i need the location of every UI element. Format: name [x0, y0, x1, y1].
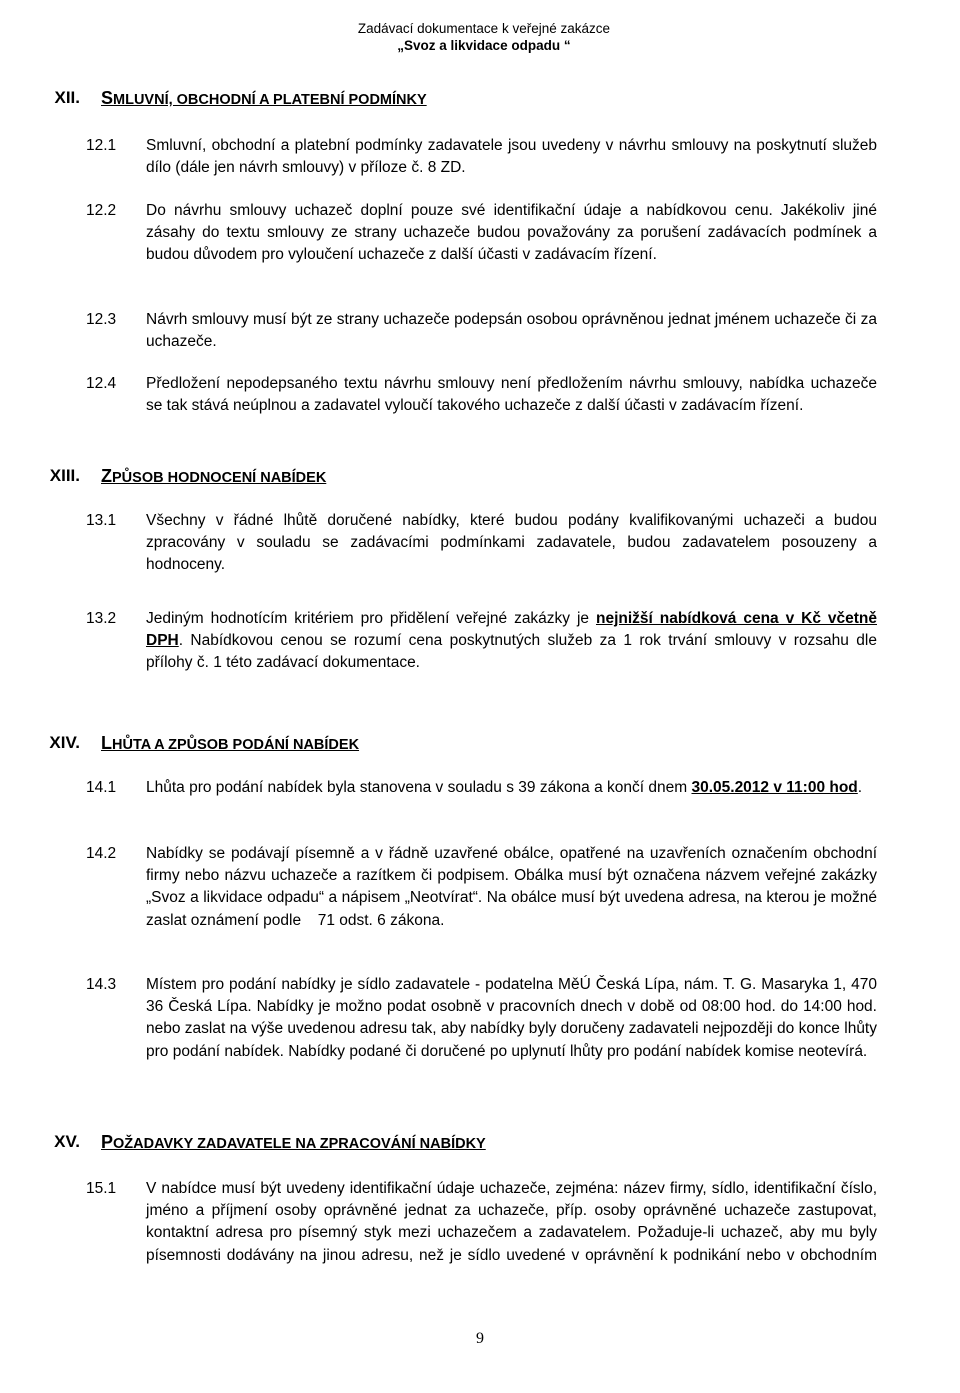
paragraph-text: Lhůta pro podání nabídek byla stanovena v souladu s 39 zákona a končí dnem 30.05.2012 v 11:00 hod. — [146, 779, 863, 796]
paragraph-number: 14.1 — [86, 779, 117, 796]
section-title: SMLUVNÍ, OBCHODNÍ A PLATEBNÍ PODMÍNKY — [101, 88, 427, 108]
deadline: 30.05.2012 v 11:00 hod — [691, 779, 858, 796]
paragraph-text: Všechny v řádné lhůtě doručené nabídky, které budou podány kvalifikovanými uchazeči a budou zpracovány v souladu se zadávacími podmínkami zadavatele, budou zadavatelem posouzeny a hodnoceny. — [146, 512, 877, 574]
paragraph-text: Předložení nepodepsaného textu návrhu smlouvy není předložením návrhu smlouvy, nabídka uchazeče se tak stává neúplnou a zadavatel vyloučí takového uchazeče z další účasti v zadávacím řízení. — [146, 375, 877, 415]
paragraph-text: Jediným hodnotícím kritériem pro přidělení veřejné zakázky je nejnižší nabídková cena v Kč včetně DPH. Nabídkovou cenou se rozumí cena poskytnutých služeb za 1 rok trvání smlouvy v rozsahu dle přílohy č. 1 této zadávací dokumentace. — [146, 610, 877, 672]
paragraph-number: 12.4 — [86, 375, 117, 392]
paragraph-number: 15.1 — [86, 1180, 117, 1197]
paragraph-number: 12.1 — [86, 137, 117, 154]
section-number: XV. — [54, 1132, 80, 1151]
evaluation-criterion: nejnižší nabídková cena v Kč včetně DPH — [146, 610, 877, 650]
section-title: LHŮTA A ZPŮSOB PODÁNÍ NABÍDEK — [101, 733, 360, 753]
paragraph-number: 12.3 — [86, 311, 117, 328]
paragraph-text: Návrh smlouvy musí být ze strany uchazeče podepsán osobou oprávněnou jednat jménem uchazeče či za uchazeče. — [146, 311, 877, 351]
paragraph-number: 14.2 — [86, 845, 117, 862]
section-number: XIV. — [49, 733, 80, 752]
paragraph-text: Smluvní, obchodní a platební podmínky zadavatele jsou uvedeny v návrhu smlouvy na poskytnutí služeb dílo (dále jen návrh smlouvy) v příloze č. 8 ZD. — [146, 137, 877, 177]
header-line-2: „Svoz a likvidace odpadu “ — [397, 38, 571, 53]
paragraph-text: Do návrhu smlouvy uchazeč doplní pouze své identifikační údaje a nabídkovou cenu. Jakékoliv jiné zásahy do textu smlouvy ze strany uchazeče budou považovány za porušení zadávacích podmínek a budou důvodem pro vyloučení uchazeče z další účasti v zadávacím řízení. — [146, 202, 877, 264]
page-number: 9 — [476, 1330, 484, 1347]
paragraph-number: 13.1 — [86, 512, 117, 529]
paragraph-text: Nabídky se podávají písemně a v řádně uzavřené obálce, opatřené na uzavřeních označením obchodní firmy nebo názvu uchazeče a razítkem či podpisem. Obálka musí být označena názvem veřejné zakázky „Svoz a likvidace odpadu“ a nápisem „Neotvírat“. Na obálce musí být uvedena adresa, na kterou je možné zaslat oznámení podle 71 odst. 6 zákona. — [146, 845, 877, 929]
section-title: POŽADAVKY ZADAVATELE NA ZPRACOVÁNÍ NABÍDKY — [101, 1132, 486, 1152]
paragraph-number: 12.2 — [86, 202, 117, 219]
document-header — [358, 20, 610, 54]
paragraph-text: Místem pro podání nabídky je sídlo zadavatele - podatelna MěÚ Česká Lípa, nám. T. G. Masaryka 1, 470 36 Česká Lípa. Nabídky je možno podat osobně v pracovních dnech v době od 08:00 hod. do 14:00 hod. nebo zaslat na výše uvedenou adresu tak, aby nabídky byly doručeny zadavateli nejpozději do konce lhůty pro podání nabídek. Nabídky podané či doručené po uplynutí lhůty pro podání nabídek komise neotevírá. — [146, 976, 877, 1060]
header-line-1: Zadávací dokumentace k veřejné zakázce — [357, 21, 610, 36]
paragraph-number: 13.2 — [86, 610, 117, 627]
paragraph-number: 14.3 — [86, 976, 117, 993]
paragraph-text: V nabídce musí být uvedeny identifikační údaje uchazeče, zejména: název firmy, sídlo, identifikační číslo, jméno a příjmení osoby oprávněné jednat za uchazeče, příp. osoby oprávněné uchazeče zastupovat, kontaktní adresa pro písemný styk mezi uchazečem a zadavatelem. Požaduje-li uchazeč, aby mu byly písemnosti dodávány na jinou adresu, než je sídlo uvedené v oprávnění k podnikání nebo v obchodním — [146, 1180, 877, 1264]
section-title: ZPŮSOB HODNOCENÍ NABÍDEK — [101, 466, 327, 486]
section-number: XII. — [54, 88, 80, 107]
section-number: XIII. — [49, 466, 80, 485]
